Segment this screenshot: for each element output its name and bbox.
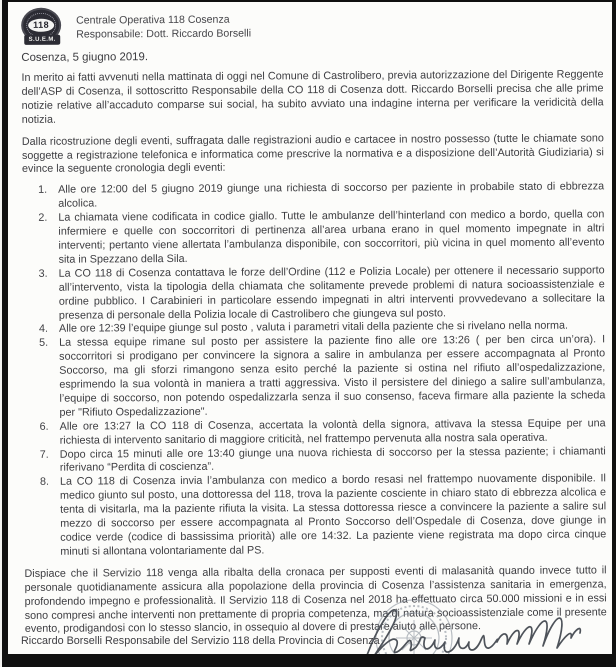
item-text: La stessa equipe rimane sul posto per assistere la paziente fino alle ore 13:26 ( per ben circa un’ora). I soccorritori si prodigano per convincere la signora a salire in ambulanza per essere accompagnata al Pronto Soccorso, ma gli sforzi rimangono senza esito perché la paziente si ostina nel rifiuto all’ospedalizzazione, esprimendo la sua volontà in maniera a tratti aggressiva. Visto il persistere del diniego a salire sull’ambulanza, l’equipe di soccorso, non potendo ospedalizzarla senza il suo consenso, faceva firmare alla paziente la scheda per "Rifiuto Ospedalizzazione". bbox=[59, 333, 606, 419]
item-number: 1. bbox=[38, 184, 48, 197]
document-page bbox=[8, 2, 612, 654]
logo-suem-label: S.U.E.M. bbox=[24, 35, 60, 45]
handwritten-signature bbox=[360, 598, 592, 654]
signature-line: Riccardo Borselli Responsabile del Servizio 118 della Provincia di Cosenza bbox=[21, 635, 380, 647]
item-text: La chiamata viene codificata in codice giallo. Tutte le ambulanze dell’hinterland con medico a bordo, quella con infermiere e quelle con soccorritori di pertinenza all’area urbana erano in quel momento impegnate in altri interventi; pertanto viene allertata l’ambulanza disponibile, con soccorritori, più vicina in quel momento all’evento sita in Spezzano della Sila. bbox=[58, 208, 605, 266]
dateline: Cosenza, 5 giugno 2019. bbox=[21, 51, 149, 64]
item-text: Alle ore 13:27 la CO 118 di Cosenza, accertata la volontà della signora, attivava la stessa Equipe per una richiesta di intervento sanitario di maggiore criticità, nel frattempo pervenuta alla nostra sala operativa. bbox=[59, 417, 606, 447]
org-responsible: Responsabile: Dott. Riccardo Borselli bbox=[76, 27, 252, 41]
timeline-item bbox=[24, 417, 606, 448]
timeline-item bbox=[24, 445, 606, 476]
logo-118-label: 118 bbox=[28, 19, 54, 32]
item-number: 7. bbox=[39, 448, 49, 461]
item-number: 3. bbox=[38, 267, 48, 280]
item-text: La CO 118 di Cosenza contattava le forze dell’Ordine (112 e Polizia Locale) per ottenere il necessario supporto all’intervento, vista la tipologia della chiamata che solitamente prevede problemi di natura socioassistenziale e ordine pubblico. I Carabinieri in particolare essendo impegnati in altri interventi provvedevano a sollecitare la presenza di personale della Polizia locale di Castrolibero che giungeva sul posto. bbox=[58, 264, 605, 322]
item-number: 2. bbox=[38, 211, 48, 224]
intro-paragraph: In merito ai fatti avvenuti nella mattinata di oggi nel Comune di Castrolibero, previa autorizzazione del Dirigente Reggente dell’ASP di Cosenza, il sottoscritto Responsabile della CO 118 di Cosenza dott. Riccardo Borselli precisa che alle prime notizie relative all’accaduto comparse sui social, ha subito avviato una indagine interna per verificare la veridicità della notizia. bbox=[21, 68, 604, 126]
suem-118-logo-icon bbox=[21, 9, 67, 49]
item-text: La CO 118 di Cosenza invia l’ambulanza con medico a bordo resasi nel frattempo nuovamente disponibile. Il medico giunto sul posto, una dottoressa del 118, trova la paziente cosciente in chiaro stato di ebbrezza alcolica e tenta di visitarla, ma la paziente rifiuta la visita. La stessa dottoressa riesce a convincere la paziente a salire sul mezzo di soccorso per essere accompagnata al Pronto Soccorso dell’Ospedale di Cosenza, dove giunge in codice verde (codice di bassissima priorità) alle ore 14:32. La paziente viene registrata ma dopo circa cinque minuti si allontana volontariamente dal PS. bbox=[59, 472, 607, 558]
timeline-item bbox=[22, 209, 604, 268]
timeline-list bbox=[22, 181, 606, 560]
org-name: Centrale Operativa 118 Cosenza bbox=[76, 13, 230, 27]
timeline-item bbox=[23, 334, 605, 421]
timeline-item bbox=[24, 473, 606, 560]
premise-paragraph: Dalla ricostruzione degli eventi, suffragata dalle registrazioni audio e cartacee in nostro possesso (tutte le chiamate sono soggette a registrazione telefonica e informatica come prescrive la normativa e a disposizione dell’Autorità Giudiziaria) si evince la seguente cronologia degli eventi: bbox=[21, 131, 604, 176]
item-text: Alle ore 12:39 l’equipe giunge sul posto , valuta i parametri vitali della paziente che si rivelano nella norma. bbox=[58, 319, 568, 336]
timeline-item bbox=[22, 181, 604, 212]
item-number: 4. bbox=[38, 323, 49, 336]
letterhead-text bbox=[76, 8, 251, 42]
item-number: 5. bbox=[39, 337, 49, 350]
item-text: Alle ore 12:00 del 5 giugno 2019 giunge una richiesta di soccorso per paziente in probabile stato di ebbrezza alcolica. bbox=[58, 180, 605, 210]
closing-paragraph: Dispiace che il Servizio 118 venga alla ribalta della cronaca per supposti eventi di malasanità quando invece tutto il personale quotidianamente assicura alla popolazione della provincia di Cosenza l’assistenza sanitaria in emergenza, profondendo impegno e professionalità. Il Servizio 118 di Cosenza nel 2018 ha effettuato circa 50.000 missioni e in essi sono compresi anche interventi non prettamente di propria competenza, ma di natura socioassistenziale come il presente evento, prodigandosi con lo stesso slancio, in ossequio al dovere di prestare aiuto alle persone. bbox=[24, 564, 607, 636]
document-content bbox=[8, 2, 612, 637]
item-text: Dopo circa 15 minuti alle ore 13:40 giunge una nuova richiesta di soccorso per la stessa paziente; i chiamanti riferivano “Perdita di coscienza”. bbox=[59, 444, 606, 475]
item-number: 6. bbox=[39, 420, 49, 433]
item-number: 8. bbox=[39, 476, 49, 489]
timeline-item bbox=[23, 264, 605, 323]
letterhead bbox=[21, 5, 603, 50]
